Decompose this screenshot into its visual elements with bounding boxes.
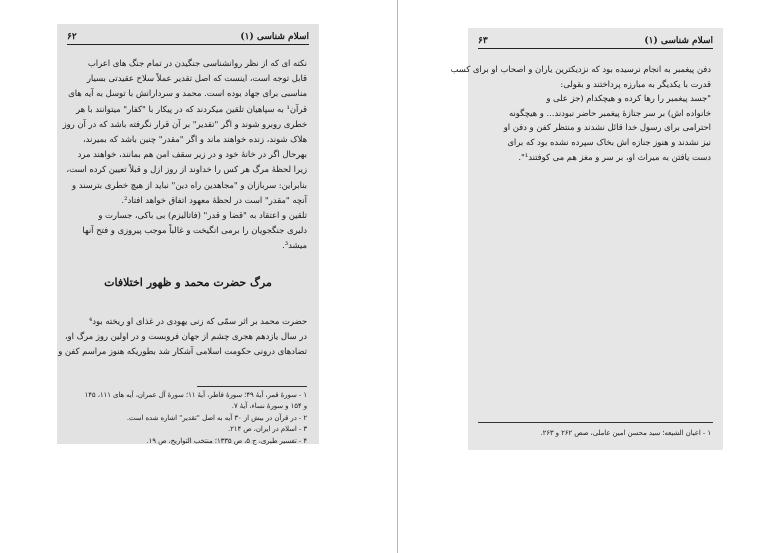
text-line: خطری روبرو شوند و اگر "تقدیر" بر آن قرار نگرفته باشد که در آن روز	[62, 118, 307, 129]
footnote: ۲ - در قرآن در بیش از ۳۰ آیه به اصل "تقدیر" اشاره شده است.	[126, 413, 307, 422]
left-page-header	[67, 30, 309, 45]
right-page-header	[478, 34, 713, 49]
text-line: قابل توجه است، اینست که اصل تقدیر عملاً سلاح عقیدتی بسیار	[86, 73, 307, 84]
text-line: زیرا لحظهٔ مرگ هر کس را خداوند از روز ازل و قبلاً تعیین کرده است،	[66, 164, 307, 175]
quote-line: "جسد پیغمبر را رها کرده و هیچکدام (جز علی و	[546, 93, 711, 104]
footnote: ۴ - تفسیر طبری، ج ۵، ص ۱۳۳۵؛ منتخب التواریخ، ص ۱۹.	[146, 436, 307, 445]
spread-divider	[397, 0, 398, 553]
page-number: ۶۲	[67, 32, 77, 42]
quote-line: نیز نشدند و هنوز جنازه اش بخاک سپرده نشده بود که برای	[507, 136, 711, 147]
left-main-paragraph	[62, 56, 307, 254]
right-footnotes	[480, 428, 711, 439]
footnote: ۱ - اعیان الشیعه؛ سید محسن امین عاملی، صص ۲۶۲ و ۲۶۳.	[540, 429, 711, 437]
quote-line: دست یافتن به میراث او، بر سر و مغز هم می کوفتند¹".	[518, 151, 711, 162]
text-line: بنابراین: سربازان و "مجاهدین راه دین" نباید از هیچ خطری بترسند و	[72, 179, 307, 190]
running-title: اسلام شناسی (۱)	[644, 36, 713, 46]
text-line: دفن پیغمبر به انجام نرسیده بود که نزدیکترین یاران و اصحاب او برای کسب	[450, 64, 711, 74]
footnote: و ۱۵۴ و سورهٔ نساء، آیهٔ ۷.	[231, 402, 307, 411]
left-footnotes	[69, 390, 307, 447]
text-line: مناسبی برای جهاد بوده است. محمد و سردارانش با توسل به آیه های	[68, 88, 307, 99]
text-line: حضرت محمد بر اثر سمّی که زنی یهودی در غذای او ریخته بود⁴	[88, 316, 307, 326]
text-line: میشد³.	[282, 240, 307, 251]
text-line: آنچه "مقدر" است در لحظهٔ معهود اتفاق خواهد افتاد².	[121, 194, 307, 205]
right-main-paragraph	[450, 62, 711, 164]
quote-line: احترامی برای رسول خدا قائل نشدند و منتظر کفن و دفن او	[503, 122, 711, 133]
text-line: تضادهای درونی حکومت اسلامی آشکار شد بطوریکه هنوز مراسم کفن و	[58, 346, 307, 357]
text-line: نکته ای که از نظر روانشناسی جنگیدن در تمام جنگ های اعراب	[87, 58, 307, 68]
footnote: ۳ - اسلام در ایران، ص ۲۱۴.	[227, 425, 307, 434]
right-page	[450, 28, 723, 450]
text-line: دلیری جنگجویان را برمی انگیخت و غالباً موجب پیروزی و فتح آنها	[82, 225, 307, 236]
running-title: اسلام شناسی (۱)	[240, 32, 309, 42]
text-line: هلاک شوند، زنده خواهند ماند و اگر "مقدر" چنین باشد که بمیرند،	[82, 134, 307, 145]
quote-line: خانواده اش) بر سر جنازهٔ پیغمبر حاضر نبودند... و هیچگونه	[508, 107, 711, 118]
footnote-rule	[197, 386, 307, 387]
left-section-paragraph	[58, 314, 307, 360]
footnote: ۱ - سورهٔ قمر، آیهٔ ۴۹؛ سورهٔ فاطر، آیهٔ ۱۱؛ سورهٔ آل عمران، آیه های ۱۱۱، ۱۴۵	[84, 391, 307, 399]
section-heading: مرگ حضرت محمد و ظهور اختلافات	[104, 276, 272, 289]
left-page	[57, 24, 319, 444]
text-line: قدرت با یکدیگر به مبارزه پرداختند و بقولی:	[560, 78, 711, 89]
text-line: در سال یازدهم هجری چشم از جهان فروبست و در اولین روز مرگ او،	[64, 331, 307, 342]
text-line: قرآن¹ به سپاهیان تلقین میکردند که در پیکار با "کفار" میتوانند با هر	[75, 103, 307, 114]
footnote-rule	[478, 422, 713, 423]
page-number: ۶۳	[478, 36, 488, 46]
text-line: تلقین و اعتقاد به "قضا و قدر" (فاتالیزم) بی باکی، جسارت و	[98, 210, 307, 221]
text-line: بهرحال اگر در خانهٔ خود و در زیر سقف امن هم بمانند، خواهند مرد	[77, 149, 307, 160]
